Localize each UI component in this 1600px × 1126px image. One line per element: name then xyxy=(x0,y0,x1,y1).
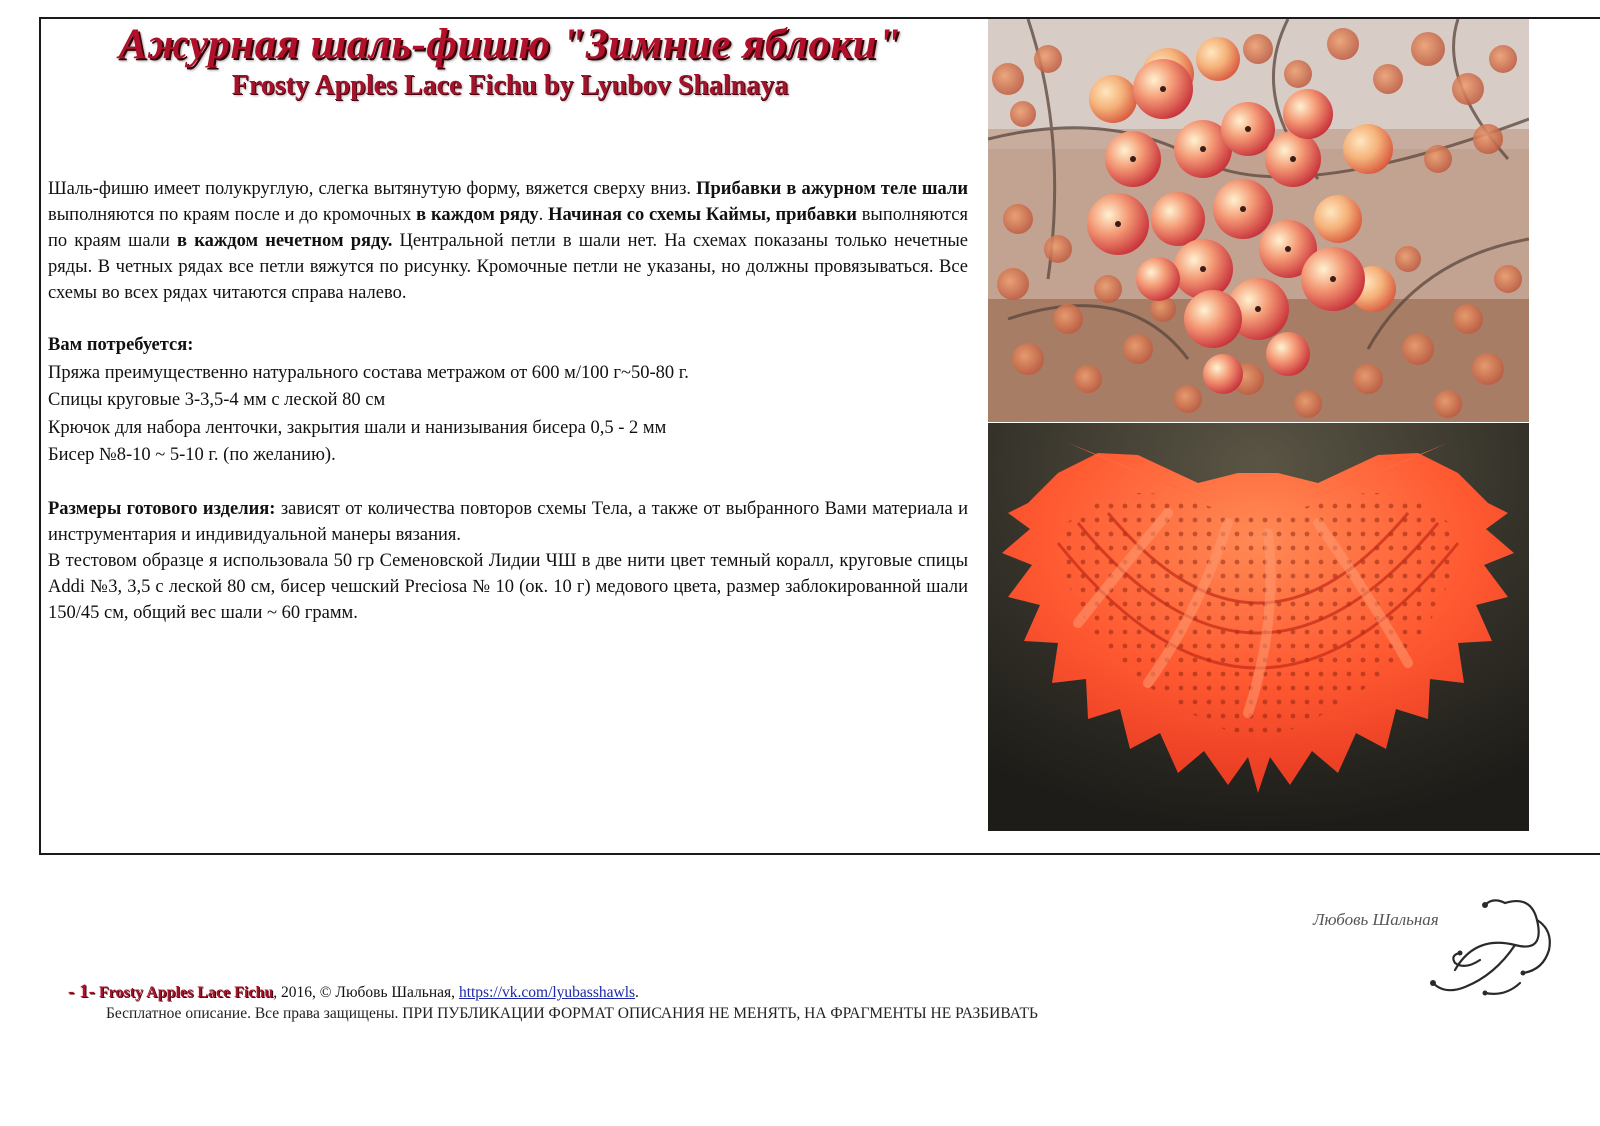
page-number: - 1- xyxy=(68,981,95,1002)
requirement-item: Крючок для набора ленточки, закрытия шали и нанизывания бисера 0,5 - 2 мм xyxy=(48,417,667,438)
footer-copyright: - 1- Frosty Apples Lace Fichu, 2016, © Любовь Шальная, https://vk.com/lyubasshawls. xyxy=(68,981,639,1002)
page-title: Ажурная шаль-фишю "Зимние яблоки" xyxy=(118,21,902,68)
frosty-apples-photo xyxy=(988,19,1529,422)
sample-paragraph: В тестовом образце я использовала 50 гр Семеновской Лидии ЧШ в две нити цвет темный коралл, круговые спицы Addi №3, 3,5 с леской 80 см, бисер чешский Preciosa № 10 (ок. 10 г) медового цвета, размер заблокированной шали 150/45 см, общий вес шали ~ 60 грамм. xyxy=(48,550,968,623)
requirements-heading: Вам потребуется: xyxy=(48,335,194,355)
svg-text:Любовь Шальная: Любовь Шальная xyxy=(1313,910,1439,929)
footer-title: Frosty Apples Lace Fichu xyxy=(94,984,274,1001)
intro-paragraph: Шаль-фишю имеет полукруглую, слегка вытянутую форму, вяжется сверху вниз. Прибавки в ажурном теле шали выполняются по краям после и до кромочных в каждом ряду. Начиная со схемы Каймы, прибавки выполняются по краям шали в каждом нечетном ряду. Центральной петли в шали нет. На схемах показаны только нечетные ряды. В четных рядах все петли вяжутся по рисунку. Кромочные петли не указаны, но должны провязываться. Все схемы во всех рядах читаются справа налево. xyxy=(48,179,969,303)
sizes-paragraph: Размеры готового изделия: зависят от количества повторов схемы Тела, а также от выбранного Вами материала и инструментария и индивидуальной манеры вязания. xyxy=(48,498,968,545)
shawl-photo xyxy=(988,423,1529,831)
description-body xyxy=(48,176,968,626)
footer-rights: Бесплатное описание. Все права защищены. ПРИ ПУБЛИКАЦИИ ФОРМАТ ОПИСАНИЯ НЕ МЕНЯТЬ, НА ФРАГМЕНТЫ НЕ РАЗБИВАТЬ xyxy=(106,1005,1038,1022)
requirement-item: Спицы круговые 3-3,5-4 мм с леской 80 см xyxy=(48,390,386,410)
page-subtitle: Frosty Apples Lace Fichu by Lyubov Shalnaya xyxy=(231,70,789,101)
requirement-item: Пряжа преимущественно натурального состава метражом от 600 м/100 г~50-80 г. xyxy=(48,362,689,383)
author-signature-flourish xyxy=(1305,875,1560,1005)
vk-link[interactable]: https://vk.com/lyubasshawls xyxy=(458,984,636,1001)
requirement-item: Бисер №8-10 ~ 5-10 г. (по желанию). xyxy=(48,445,336,465)
